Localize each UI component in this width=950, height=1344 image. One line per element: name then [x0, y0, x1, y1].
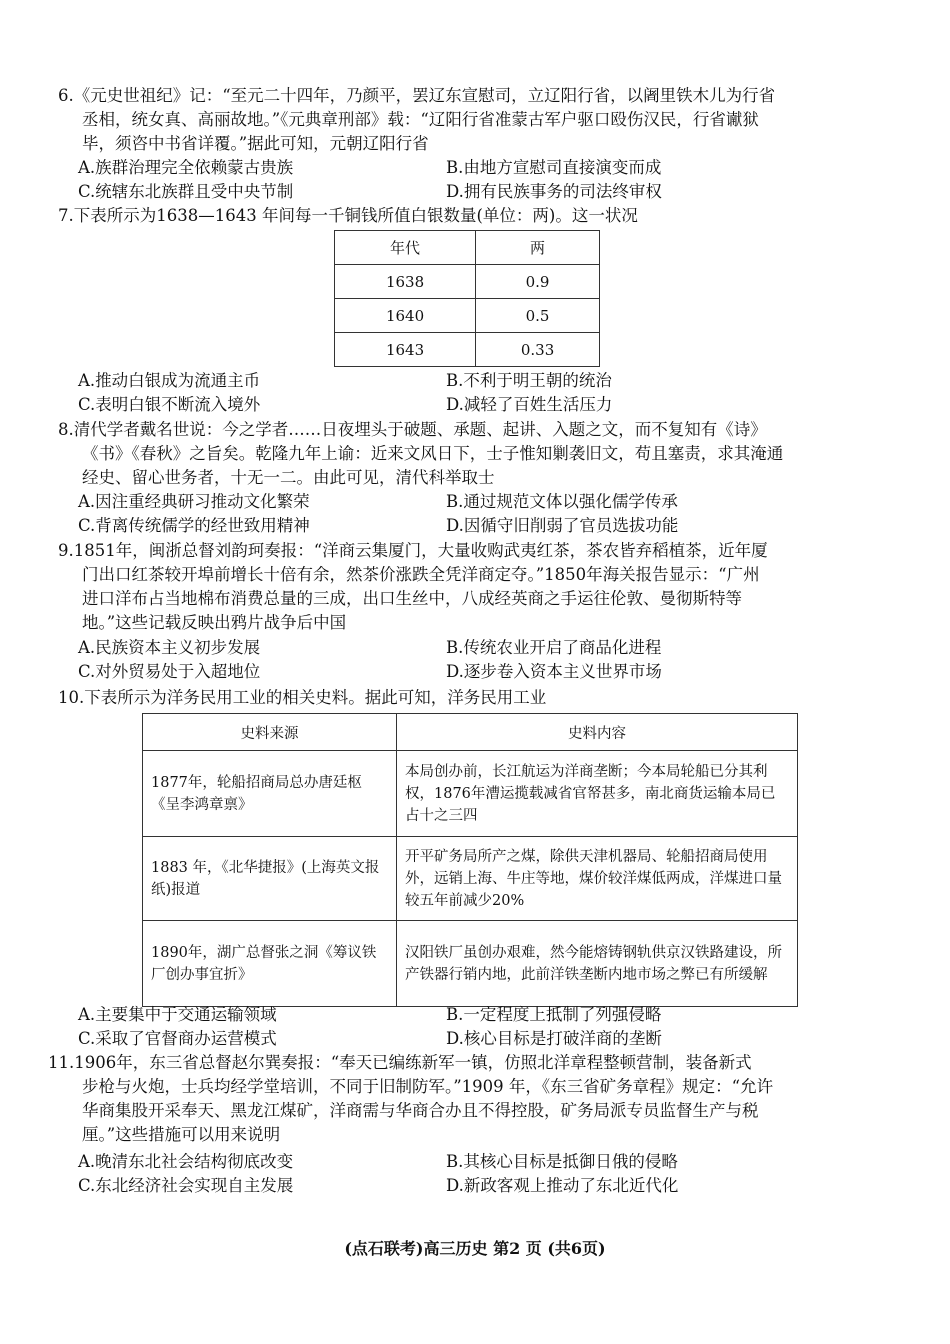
question-6-line: 丞相，统女真、高丽故地。”《元典章刑部》载：“辽阳行省准蒙古军户驱口殴伤汉民，行省谳狱	[82, 110, 759, 129]
option-a[interactable]: A.推动白银成为流通主币	[78, 371, 261, 390]
question-6-line: 6.《元史世祖纪》记：“至元二十四年，乃颜平，罢辽东宣慰司，立辽阳行省，以阇里铁木儿为行省	[58, 86, 776, 105]
option-a[interactable]: A.晚清东北社会结构彻底改变	[78, 1152, 294, 1171]
table-cell: 1643	[335, 333, 476, 367]
option-c[interactable]: C.东北经济社会实现自主发展	[78, 1176, 294, 1195]
question-9-line: 门出口红茶较开埠前增长十倍有余，然茶价涨跌全凭洋商定夺。”1850年海关报告显示：“广州	[82, 565, 760, 584]
option-b[interactable]: B.传统农业开启了商品化进程	[446, 638, 662, 657]
table-row	[143, 921, 798, 1007]
table-row	[143, 751, 798, 837]
question-11-options	[78, 1150, 858, 1198]
question-10	[58, 686, 878, 710]
table-cell-source: 1877年，轮船招商局总办唐廷枢《呈李鸿章禀》	[143, 751, 397, 837]
option-d[interactable]: D.新政客观上推动了东北近代化	[446, 1176, 679, 1195]
question-11-line: 11.1906年，东三省总督赵尔巽奏报：“奉天已编练新军一镇，仿照北洋章程整顿营制，装备新式	[48, 1053, 752, 1072]
table-row	[335, 265, 600, 299]
option-d[interactable]: D.核心目标是打破洋商的垄断	[446, 1029, 662, 1048]
question-8-line: 8.清代学者戴名世说：今之学者……日夜埋头于破题、承题、起讲、入题之文，而不复知有《诗》	[58, 420, 767, 439]
option-d[interactable]: D.因循守旧削弱了官员选拔功能	[446, 516, 679, 535]
westernization-table	[142, 713, 798, 1007]
table-header: 两	[476, 231, 600, 265]
option-b[interactable]: B.通过规范文体以强化儒学传承	[446, 492, 678, 511]
question-11-line: 厘。”这些措施可以用来说明	[82, 1125, 281, 1144]
silver-price-table	[334, 230, 600, 367]
page-footer: (点石联考)高三历史 第2 页 (共6页)	[344, 1239, 606, 1258]
table-cell-source: 1890年，湖广总督张之洞《筹议铁厂创办事宜折》	[143, 921, 397, 1007]
table-header: 史料来源	[143, 714, 397, 751]
question-9	[58, 539, 878, 635]
option-b[interactable]: B.其核心目标是抵御日俄的侵略	[446, 1152, 678, 1171]
option-a[interactable]: A.因注重经典研习推动文化繁荣	[78, 492, 310, 511]
table-cell: 0.5	[476, 299, 600, 333]
option-d[interactable]: D.拥有民族事务的司法终审权	[446, 182, 662, 201]
option-c[interactable]: C.背离传统儒学的经世致用精神	[78, 516, 310, 535]
option-a[interactable]: A.主要集中于交通运输领域	[78, 1005, 277, 1024]
option-c[interactable]: C.对外贸易处于入超地位	[78, 662, 261, 681]
question-7-options	[78, 369, 858, 417]
option-c[interactable]: C.采取了官督商办运营模式	[78, 1029, 277, 1048]
option-d[interactable]: D.逐步卷入资本主义世界市场	[446, 662, 662, 681]
table-header: 史料内容	[397, 714, 798, 751]
question-11-line: 步枪与火炮，士兵均经学堂培训，不同于旧制防军。”1909 年，《东三省矿务章程》规定：“允许	[82, 1077, 774, 1096]
question-10-stem: 10.下表所示为洋务民用工业的相关史料。据此可知，洋务民用工业	[58, 688, 547, 707]
question-8	[58, 418, 878, 490]
option-a[interactable]: A.族群治理完全依赖蒙古贵族	[78, 158, 294, 177]
option-b[interactable]: B.由地方宣慰司直接演变而成	[446, 158, 662, 177]
table-cell: 1640	[335, 299, 476, 333]
table-cell-content: 汉阳铁厂虽创办艰难，然今能熔铸钢轨供京汉铁路建设，所产铁器行销内地，此前洋铁垄断内地市场之弊已有所缓解	[397, 921, 798, 1007]
option-b[interactable]: B.一定程度上抵制了列强侵略	[446, 1005, 662, 1024]
table-row	[335, 333, 600, 367]
question-9-line: 进口洋布占当地棉布消费总量的三成，出口生丝中，八成经英商之手运往伦敦、曼彻斯特等	[82, 589, 742, 608]
question-7	[58, 204, 878, 228]
table-header: 年代	[335, 231, 476, 265]
question-9-line: 地。”这些记载反映出鸦片战争后中国	[82, 613, 347, 632]
question-6	[58, 84, 878, 156]
option-d[interactable]: D.减轻了百姓生活压力	[446, 395, 613, 414]
option-c[interactable]: C.统辖东北族群且受中央节制	[78, 182, 294, 201]
option-a[interactable]: A.民族资本主义初步发展	[78, 638, 261, 657]
question-11	[48, 1051, 878, 1147]
question-7-stem: 7.下表所示为1638—1643 年间每一千铜钱所值白银数量(单位：两)。这一状况	[58, 206, 638, 225]
question-9-line: 9.1851年，闽浙总督刘韵珂奏报：“洋商云集厦门，大量收购武夷红茶，茶农皆弃稻植茶，近年厦	[58, 541, 768, 560]
option-c[interactable]: C.表明白银不断流入境外	[78, 395, 261, 414]
table-row	[143, 837, 798, 921]
question-8-options	[78, 490, 858, 538]
table-cell: 0.9	[476, 265, 600, 299]
table-cell-content: 本局创办前，长江航运为洋商垄断；今本局轮船已分其利权，1876年漕运揽载减省官帑甚多，南北商货运输本局已占十之三四	[397, 751, 798, 837]
question-11-line: 华商集股开采奉天、黑龙江煤矿，洋商需与华商合办且不得控股，矿务局派专员监督生产与税	[82, 1101, 759, 1120]
table-cell-content: 开平矿务局所产之煤，除供天津机器局、轮船招商局使用外，远销上海、牛庄等地，煤价较洋煤低两成，洋煤进口量较五年前减少20%	[397, 837, 798, 921]
table-cell-source: 1883 年，《北华捷报》(上海英文报纸)报道	[143, 837, 397, 921]
table-cell: 1638	[335, 265, 476, 299]
question-8-line: 《书》《春秋》之旨矣。乾隆九年上谕：近来文风日下，士子惟知剿袭旧文，苟且塞责，求其淹通	[82, 444, 784, 463]
table-cell: 0.33	[476, 333, 600, 367]
question-8-line: 经史、留心世务者，十无一二。由此可见，清代科举取士	[82, 468, 495, 487]
table-row	[335, 299, 600, 333]
option-b[interactable]: B.不利于明王朝的统治	[446, 371, 612, 390]
question-6-line: 毕，须咨中书省详覆。”据此可知，元朝辽阳行省	[82, 134, 429, 153]
question-9-options	[78, 636, 858, 684]
question-10-options	[78, 1003, 858, 1051]
question-6-options	[78, 156, 858, 204]
